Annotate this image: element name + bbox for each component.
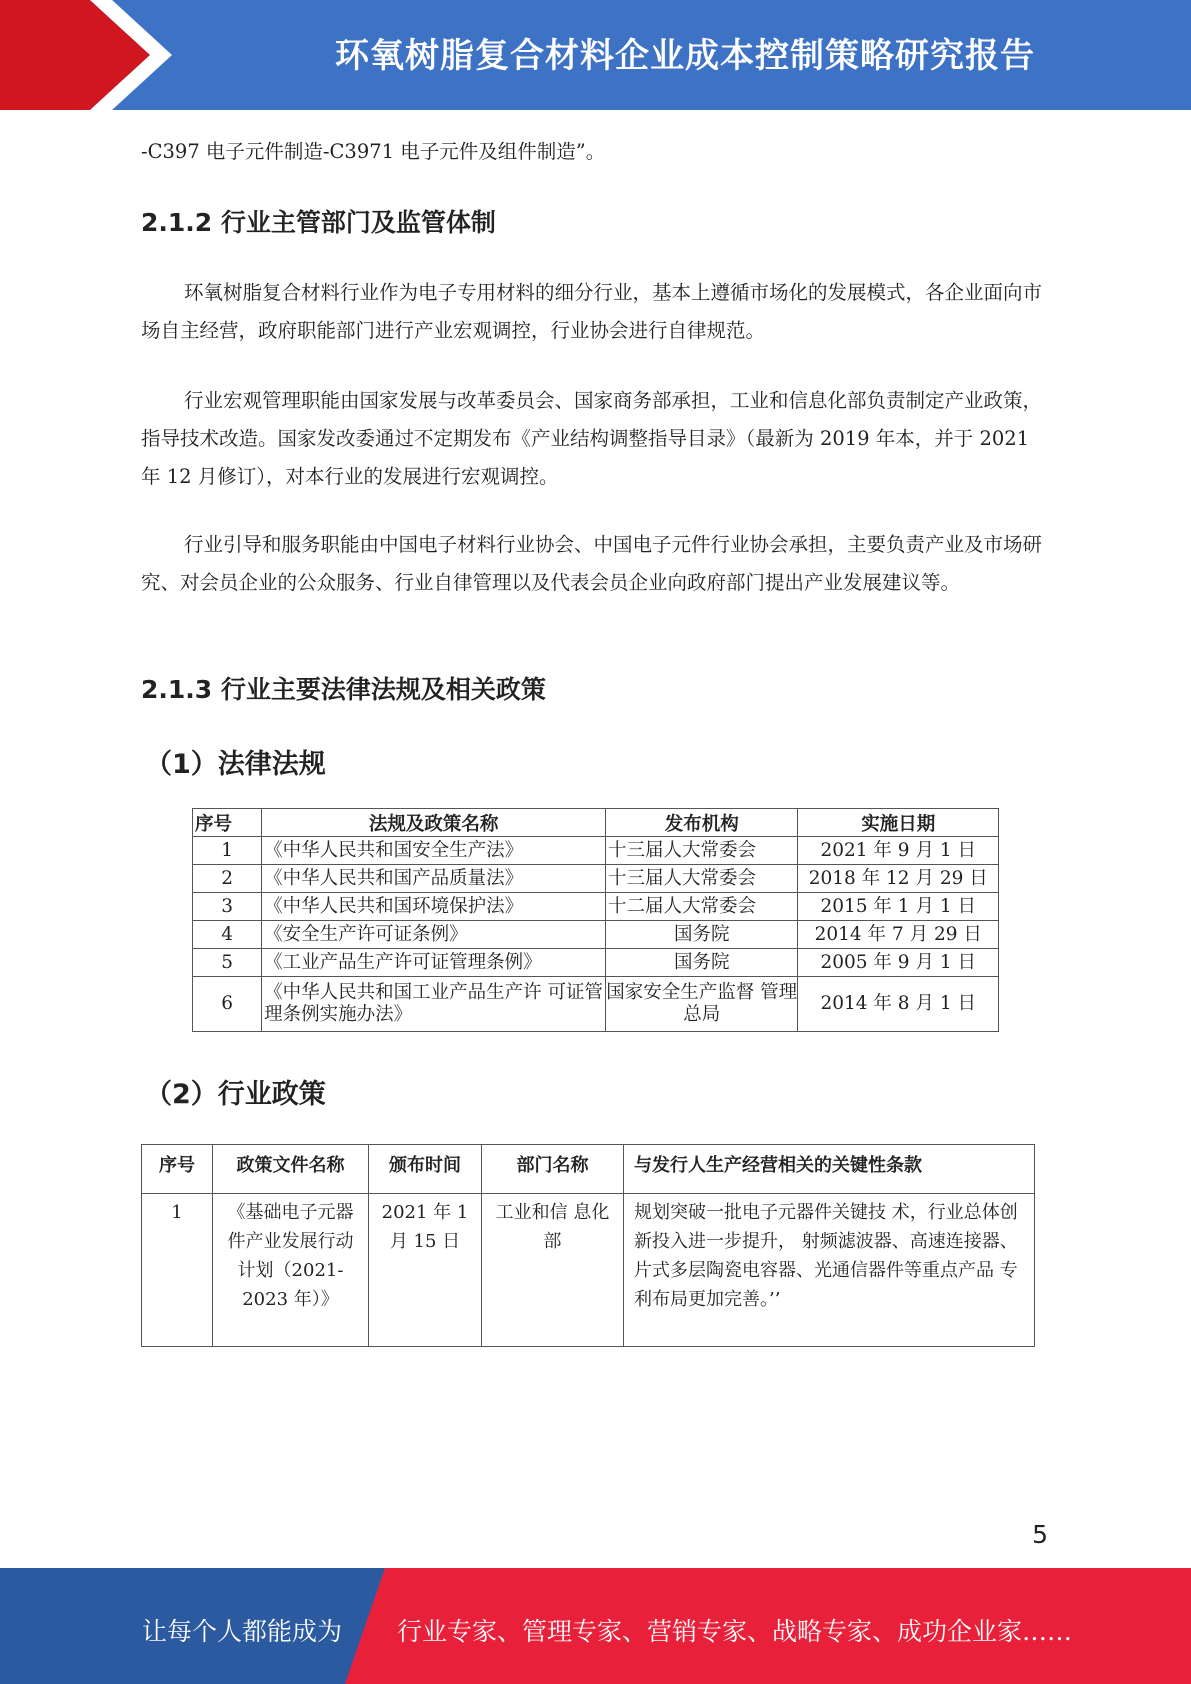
table-cell: 2014 年 8 月 1 日	[798, 977, 999, 1032]
table-cell: 《中华人民共和国工业产品生产许 可证管理条例实施办法》	[262, 977, 606, 1032]
laws-table	[192, 808, 999, 1032]
subheading-laws: （1）法律法规	[145, 749, 326, 780]
table-row	[142, 1194, 1035, 1347]
table-cell: 国务院	[606, 921, 798, 949]
table-cell: 十二届人大常委会	[606, 893, 798, 921]
table-cell: 《基础电子元器件产业发展行动计划（2021-2023 年）》	[213, 1194, 369, 1347]
table-cell: 2015 年 1 月 1 日	[798, 893, 999, 921]
table-header-cell: 序号	[142, 1145, 213, 1194]
report-title: 环氧树脂复合材料企业成本控制策略研究报告	[335, 36, 1035, 76]
paragraph: 环氧树脂复合材料行业作为电子专用材料的细分行业，基本上遵循市场化的发展模式，各企业面向市场自主经营，政府职能部门进行产业宏观调控，行业协会进行自律规范。	[141, 281, 1043, 342]
table-row	[193, 893, 999, 921]
table-header-row	[193, 809, 999, 837]
table-cell: 2014 年 7 月 29 日	[798, 921, 999, 949]
table-header-cell: 与发行人生产经营相关的关键性条款	[624, 1145, 1035, 1194]
table-header-cell: 法规及政策名称	[262, 809, 606, 837]
policies-table	[141, 1144, 1035, 1347]
table-row	[193, 921, 999, 949]
table-cell: 2005 年 9 月 1 日	[798, 949, 999, 977]
table-cell: 规划突破一批电子元器件关键技 术，行业总体创新投入进一步提升， 射频滤波器、高速连接器、片式多层陶瓷电容器、光通信器件等重点产品 专利布局更加完善。’’	[624, 1194, 1035, 1347]
table-row	[193, 865, 999, 893]
table-cell: 2021 年 9 月 1 日	[798, 837, 999, 865]
table-row	[193, 949, 999, 977]
table-cell: 1	[142, 1194, 213, 1347]
table-row	[193, 837, 999, 865]
section-heading-2-1-3: 2.1.3 行业主要法律法规及相关政策	[141, 675, 546, 704]
table-cell: 《中华人民共和国安全生产法》	[262, 837, 606, 865]
table-cell: 5	[193, 949, 262, 977]
table-header-cell: 实施日期	[798, 809, 999, 837]
table-cell: 2021 年 1 月 15 日	[369, 1194, 482, 1347]
table-header-cell: 颁布时间	[369, 1145, 482, 1194]
table-cell: 国务院	[606, 949, 798, 977]
header-banner	[0, 0, 1191, 110]
table-header-cell: 序号	[193, 809, 262, 837]
table-cell: 2018 年 12 月 29 日	[798, 865, 999, 893]
table-row	[193, 977, 999, 1032]
table-cell: 3	[193, 893, 262, 921]
table-header-row	[142, 1145, 1035, 1194]
intro-line: -C397 电子元件制造-C3971 电子元件及组件制造”。	[141, 140, 606, 163]
table-header-cell: 部门名称	[482, 1145, 624, 1194]
table-cell: 《安全生产许可证条例》	[262, 921, 606, 949]
table-cell: 《中华人民共和国环境保护法》	[262, 893, 606, 921]
page-number: 5	[1032, 1520, 1048, 1549]
table-cell: 6	[193, 977, 262, 1032]
section-heading-2-1-2: 2.1.2 行业主管部门及监管体制	[141, 208, 496, 237]
table-header-cell: 发布机构	[606, 809, 798, 837]
footer-banner	[0, 1568, 1191, 1684]
table-cell: 工业和信 息化部	[482, 1194, 624, 1347]
table-cell: 《中华人民共和国产品质量法》	[262, 865, 606, 893]
footer-slogan-right: 行业专家、管理专家、营销专家、战略专家、成功企业家……	[397, 1617, 1073, 1646]
table-header-cell: 政策文件名称	[213, 1145, 369, 1194]
table-cell: 十三届人大常委会	[606, 837, 798, 865]
table-cell: 《工业产品生产许可证管理条例》	[262, 949, 606, 977]
paragraph: 行业引导和服务职能由中国电子材料行业协会、中国电子元件行业协会承担，主要负责产业及市场研究、对会员企业的公众服务、行业自律管理以及代表会员企业向政府部门提出产业发展建议等。	[141, 533, 1043, 594]
footer-slogan-left: 让每个人都能成为	[142, 1617, 343, 1646]
subheading-policies: （2）行业政策	[145, 1079, 326, 1110]
table-cell: 国家安全生产监督 管理总局	[606, 977, 798, 1032]
table-cell: 十三届人大常委会	[606, 865, 798, 893]
table-cell: 1	[193, 837, 262, 865]
table-cell: 4	[193, 921, 262, 949]
paragraph: 行业宏观管理职能由国家发展与改革委员会、国家商务部承担，工业和信息化部负责制定产业政策，指导技术改造。国家发改委通过不定期发布《产业结构调整指导目录》（最新为 2019 年本，并于 2021 年 12 月修订），对本行业的发展进行宏观调控。	[141, 389, 1043, 488]
table-cell: 2	[193, 865, 262, 893]
